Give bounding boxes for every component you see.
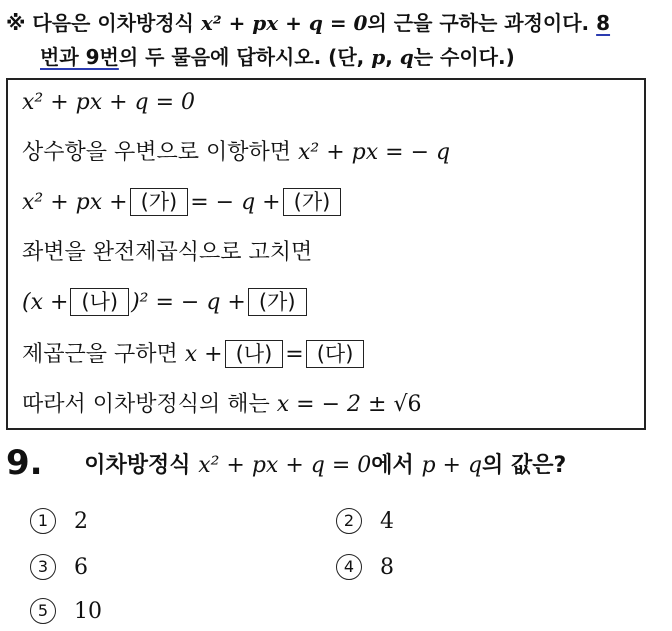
process-line-6-eq: = (285, 342, 304, 367)
process-line-2-text: 상수항을 우변으로 이항하면 (22, 140, 292, 165)
choice-value: 8 (380, 555, 394, 580)
question-9-text-a: 이차방정식 (84, 453, 191, 478)
question-9 (6, 443, 566, 483)
question-9-text-c: 의 값은? (482, 453, 567, 478)
comma: , (385, 45, 393, 69)
blank-ga: (가) (283, 188, 342, 216)
question-range-cont: 번과 9번 (40, 45, 119, 69)
process-line-5-left: (x + (22, 290, 69, 315)
process-line-7-text: 따라서 이차방정식의 해는 (22, 392, 270, 417)
choice-value: 10 (74, 599, 102, 624)
instruction-text (6, 6, 666, 74)
var-p: p (371, 45, 386, 69)
choice-4[interactable] (336, 554, 394, 580)
question-9-eq: x² + px + q = 0 (198, 453, 372, 478)
question-range-start: 8 (596, 11, 611, 35)
blank-na: (나) (70, 288, 129, 316)
process-line-4: 좌변을 완전제곱식으로 고치면 (22, 240, 313, 265)
sqrt-six: √6 (393, 392, 422, 417)
question-number: 9. (6, 443, 43, 483)
circled-number-icon: 4 (336, 554, 362, 580)
question-9-expr: p + q (421, 453, 483, 478)
process-line-3-left: x² + px + (22, 190, 128, 215)
instruction-line-1 (6, 6, 666, 40)
instruction-line-2 (6, 40, 666, 74)
process-line-3-mid: = − q + (190, 190, 281, 215)
choice-1[interactable] (30, 508, 88, 534)
process-line-2-eq: x² + px = − q (298, 140, 451, 165)
process-line-5-mid: )² = − q + (131, 290, 246, 315)
choice-value: 2 (74, 509, 88, 534)
process-line-7 (22, 390, 421, 420)
process-line-2 (22, 138, 450, 168)
process-line-1: x² + px + q = 0 (22, 90, 196, 115)
question-9-text-b: 에서 (371, 453, 414, 478)
process-line-3 (22, 188, 343, 218)
process-line-6 (22, 340, 366, 370)
instruction-text-c: 의 두 물음에 답하시오. (단, (118, 45, 365, 69)
circled-number-icon: 5 (30, 598, 56, 624)
circled-number-icon: 2 (336, 508, 362, 534)
circled-number-icon: 3 (30, 554, 56, 580)
instruction-text-b: 의 근을 구하는 과정이다. (367, 11, 590, 35)
blank-da: (다) (306, 340, 365, 368)
instruction-equation: x² + px + q = 0 (200, 11, 368, 35)
process-line-6-x: x + (184, 342, 223, 367)
blank-na: (나) (225, 340, 284, 368)
choice-2[interactable] (336, 508, 394, 534)
note-mark: ※ (6, 11, 26, 35)
var-q: q (399, 45, 414, 69)
process-line-5 (22, 288, 309, 318)
circled-number-icon: 1 (30, 508, 56, 534)
instruction-text-a: 다음은 이차방정식 (32, 11, 194, 35)
blank-ga: (가) (130, 188, 189, 216)
choice-value: 4 (380, 509, 394, 534)
process-line-6-text: 제곱근을 구하면 (22, 342, 178, 367)
choice-value: 6 (74, 555, 88, 580)
solution-process-box (6, 78, 646, 430)
process-line-7-eq: x = − 2 ± (276, 392, 387, 417)
instruction-text-d: 는 수이다.) (413, 45, 515, 69)
choice-3[interactable] (30, 554, 88, 580)
choice-5[interactable] (30, 598, 102, 624)
blank-ga: (가) (248, 288, 307, 316)
